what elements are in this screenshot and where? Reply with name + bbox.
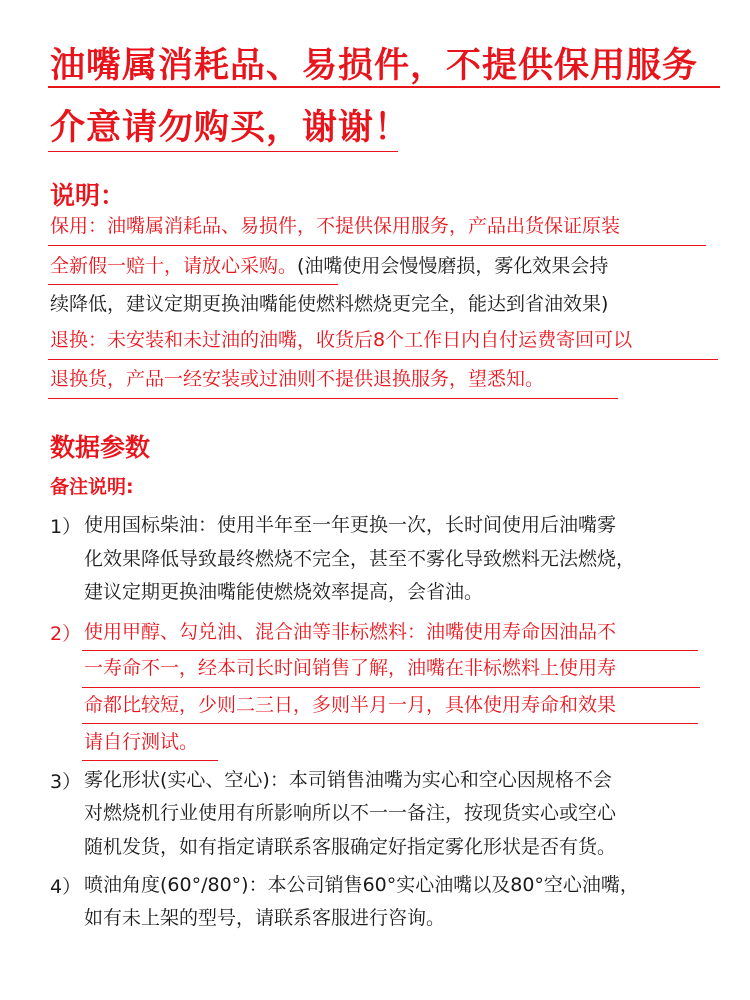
return-underline-1 bbox=[48, 359, 718, 360]
item-2-line-3: 命都比较短，少则二三日，多则半月一月，具体使用寿命和效果 bbox=[84, 694, 617, 716]
item-1-line-2: 化效果降低导致最终燃烧不完全，甚至不雾化导致燃料无法燃烧， bbox=[84, 548, 636, 570]
return-text-1: 未安装和未过油的油嘴，收货后8个工作日内自付运费寄回可以 bbox=[107, 329, 633, 351]
warranty-line-3: 续降低，建议定期更换油嘴能使燃料燃烧更完全，能达到省油效果) bbox=[50, 293, 609, 315]
explanation-heading: 说明： bbox=[50, 181, 126, 210]
item-2-underline-4 bbox=[82, 760, 218, 761]
notice-underline-1 bbox=[48, 86, 720, 88]
warranty-text-1: 油嘴属消耗品、易损件，不提供保用服务，产品出货保证原装 bbox=[107, 215, 621, 237]
item-2-line-2: 一寿命不一，经本司长时间销售了解，油嘴在非标燃料上使用寿 bbox=[84, 657, 617, 679]
warranty-underline-1 bbox=[48, 245, 706, 246]
notice-line-1: 油嘴属消耗品、易损件，不提供保用服务 bbox=[50, 46, 699, 86]
return-line-2: 退换货，产品一经安装或过油则不提供退换服务，望悉知。 bbox=[50, 368, 545, 390]
warranty-line-2 bbox=[50, 253, 608, 279]
item-2-underline-1 bbox=[82, 650, 698, 651]
params-heading: 数据参数 bbox=[50, 433, 151, 462]
item-3-line-1: 雾化形状(实心、空心)：本司销售油嘴为实心和空心因规格不会 bbox=[84, 769, 612, 791]
notice-underline-2 bbox=[48, 151, 398, 152]
item-2-number: 2） bbox=[50, 623, 82, 645]
item-3-number: 3） bbox=[50, 771, 82, 793]
notice-line-2: 介意请勿购买，谢谢！ bbox=[50, 108, 411, 148]
item-4-line-1: 喷油角度(60°/80°)：本公司销售60°实心油嘴以及80°空心油嘴， bbox=[84, 874, 639, 896]
note-label: 备注说明: bbox=[50, 476, 134, 498]
item-1-line-1: 使用国标柴油：使用半年至一年更换一次，长时间使用后油嘴雾 bbox=[84, 514, 617, 536]
item-4-line-2: 如有未上架的型号，请联系客服进行咨询。 bbox=[84, 907, 446, 929]
item-3-line-3: 随机发货，如有指定请联系客服确定好指定雾化形状是否有货。 bbox=[84, 836, 617, 858]
warranty-text-2-red: 全新假一赔十，请放心采购。 bbox=[50, 255, 298, 277]
item-2-underline-2 bbox=[82, 687, 700, 688]
return-line-1 bbox=[50, 327, 632, 353]
warranty-label: 保用： bbox=[50, 215, 108, 237]
item-1-line-3: 建议定期更换油嘴能使燃烧效率提高，会省油。 bbox=[84, 581, 484, 603]
return-underline-2 bbox=[48, 398, 618, 399]
item-1-number: 1） bbox=[50, 516, 82, 538]
item-2-underline-3 bbox=[82, 723, 698, 724]
warranty-line-1 bbox=[50, 213, 620, 239]
item-4-number: 4） bbox=[50, 876, 82, 898]
item-2-line-4: 请自行测试。 bbox=[84, 731, 199, 753]
warranty-text-2-black: (油嘴使用会慢慢磨损，雾化效果会持 bbox=[297, 255, 609, 277]
return-label: 退换： bbox=[50, 329, 108, 351]
item-2-line-1: 使用甲醇、勾兑油、混合油等非标燃料：油嘴使用寿命因油品不 bbox=[84, 621, 617, 643]
warranty-underline-2 bbox=[48, 284, 338, 285]
item-3-line-2: 对燃烧机行业使用有所影响所以不一一备注，按现货实心或空心 bbox=[84, 802, 617, 824]
